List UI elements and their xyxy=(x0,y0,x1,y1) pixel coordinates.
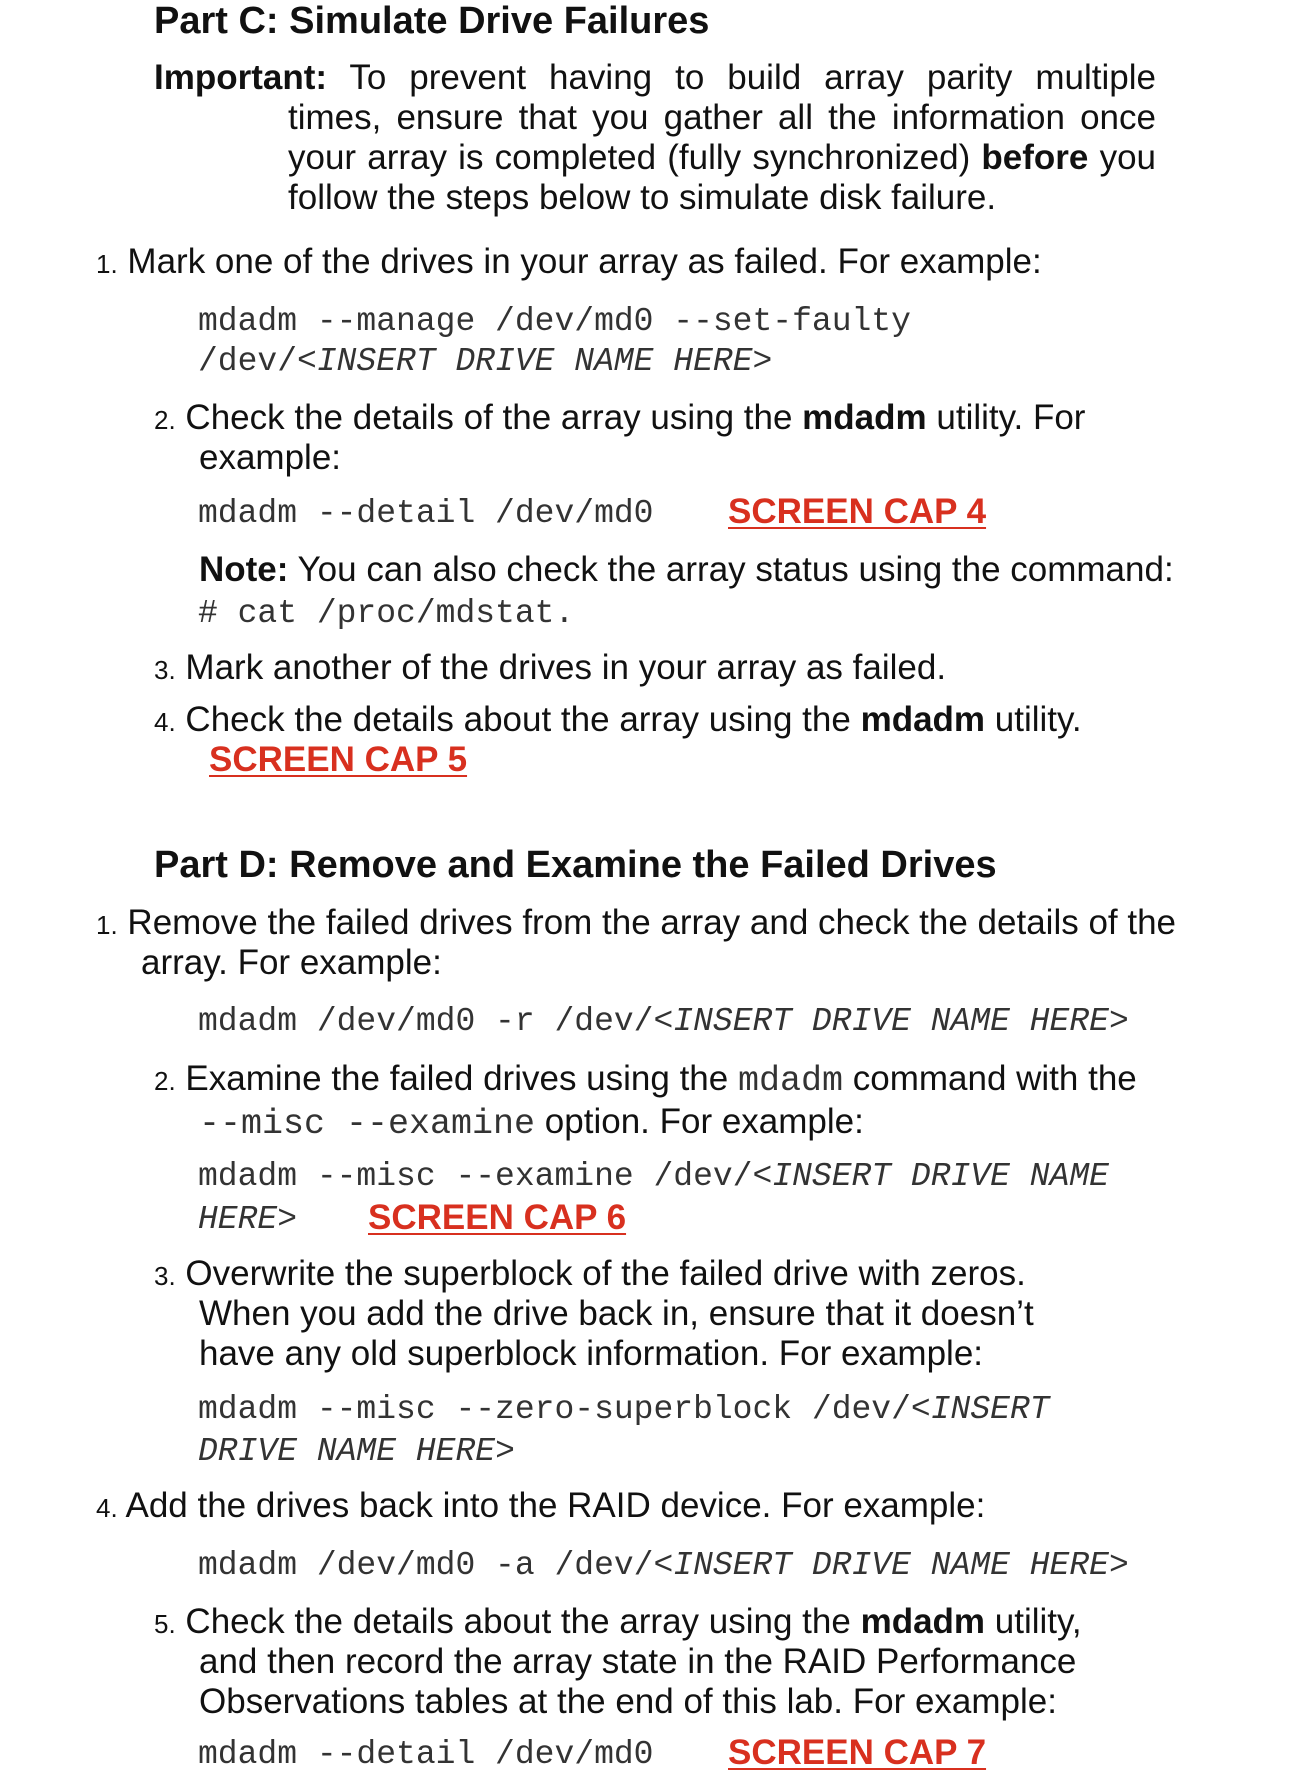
important-line-3: your array is completed (fully synchronized) before you xyxy=(288,138,1157,177)
code-line: mdadm --misc --zero-superblock /dev/<INSERT xyxy=(198,1391,1050,1428)
part-d-heading: Part D: Remove and Examine the Failed Drives xyxy=(154,844,997,886)
code-line: mdadm --detail /dev/md0 xyxy=(198,495,654,532)
list-item-continuation: When you add the drive back in, ensure that it doesn’t xyxy=(199,1294,1034,1333)
code-line: DRIVE NAME HERE> xyxy=(198,1433,515,1470)
list-item-continuation: Observations tables at the end of this lab. For example: xyxy=(199,1682,1057,1721)
list-item: 5. Check the details about the array using the mdadm utility, xyxy=(154,1602,1082,1641)
part-c-heading: Part C: Simulate Drive Failures xyxy=(154,0,710,42)
list-number: 1. xyxy=(96,249,118,279)
code-line: HERE> xyxy=(198,1201,298,1238)
important-line-4: follow the steps below to simulate disk failure. xyxy=(288,178,997,217)
important-label: Important: xyxy=(154,58,328,97)
list-item: 2. Check the details of the array using the mdadm utility. For xyxy=(154,398,1086,437)
list-item: 1. Mark one of the drives in your array as failed. For example: xyxy=(96,242,1042,281)
list-item: 3. Mark another of the drives in your array as failed. xyxy=(154,648,947,687)
note: Note: You can also check the array status using the command: xyxy=(199,550,1174,589)
list-number: 3. xyxy=(154,1261,176,1291)
list-item-continuation: --misc --examine option. For example: xyxy=(199,1102,864,1144)
list-item: 4. Check the details about the array using the mdadm utility. xyxy=(154,700,1082,739)
list-number: 5. xyxy=(154,1609,176,1639)
list-number: 4. xyxy=(96,1493,118,1523)
important-line-1: Important: To prevent having to build array parity multiple xyxy=(154,58,1156,97)
list-item: 1. Remove the failed drives from the array and check the details of the xyxy=(96,903,1177,942)
important-line-2: times, ensure that you gather all the information once xyxy=(288,98,1156,137)
list-number: 3. xyxy=(154,655,176,685)
code-line: # cat /proc/mdstat. xyxy=(198,595,575,632)
list-item-continuation: have any old superblock information. For example: xyxy=(199,1334,984,1373)
list-number: 1. xyxy=(96,910,118,940)
code-line: mdadm --detail /dev/md0 xyxy=(198,1736,654,1773)
screen-cap-7-label: SCREEN CAP 7 xyxy=(728,1733,987,1772)
list-item: 3. Overwrite the superblock of the failed drive with zeros. xyxy=(154,1254,1026,1293)
code-line: mdadm --misc --examine /dev/<INSERT DRIVE NAME xyxy=(198,1158,1109,1195)
list-item: 2. Examine the failed drives using the mdadm command with the xyxy=(154,1059,1137,1101)
list-item-continuation: example: xyxy=(199,438,342,477)
screen-cap-5-label: SCREEN CAP 5 xyxy=(209,740,468,779)
code-line: mdadm /dev/md0 -r /dev/<INSERT DRIVE NAME HERE> xyxy=(198,1003,1129,1040)
list-item-continuation: and then record the array state in the RAID Performance xyxy=(199,1642,1077,1681)
screen-cap-4-label: SCREEN CAP 4 xyxy=(728,492,987,531)
screen-cap-6-label: SCREEN CAP 6 xyxy=(368,1198,627,1237)
list-item-continuation: array. For example: xyxy=(141,943,442,982)
list-number: 4. xyxy=(154,707,176,737)
code-line: mdadm /dev/md0 -a /dev/<INSERT DRIVE NAME HERE> xyxy=(198,1547,1129,1584)
list-number: 2. xyxy=(154,1066,176,1096)
list-number: 2. xyxy=(154,405,176,435)
list-item: 4. Add the drives back into the RAID device. For example: xyxy=(96,1486,986,1525)
code-line: mdadm --manage /dev/md0 --set-faulty xyxy=(198,303,911,340)
code-line: /dev/<INSERT DRIVE NAME HERE> xyxy=(198,343,773,380)
